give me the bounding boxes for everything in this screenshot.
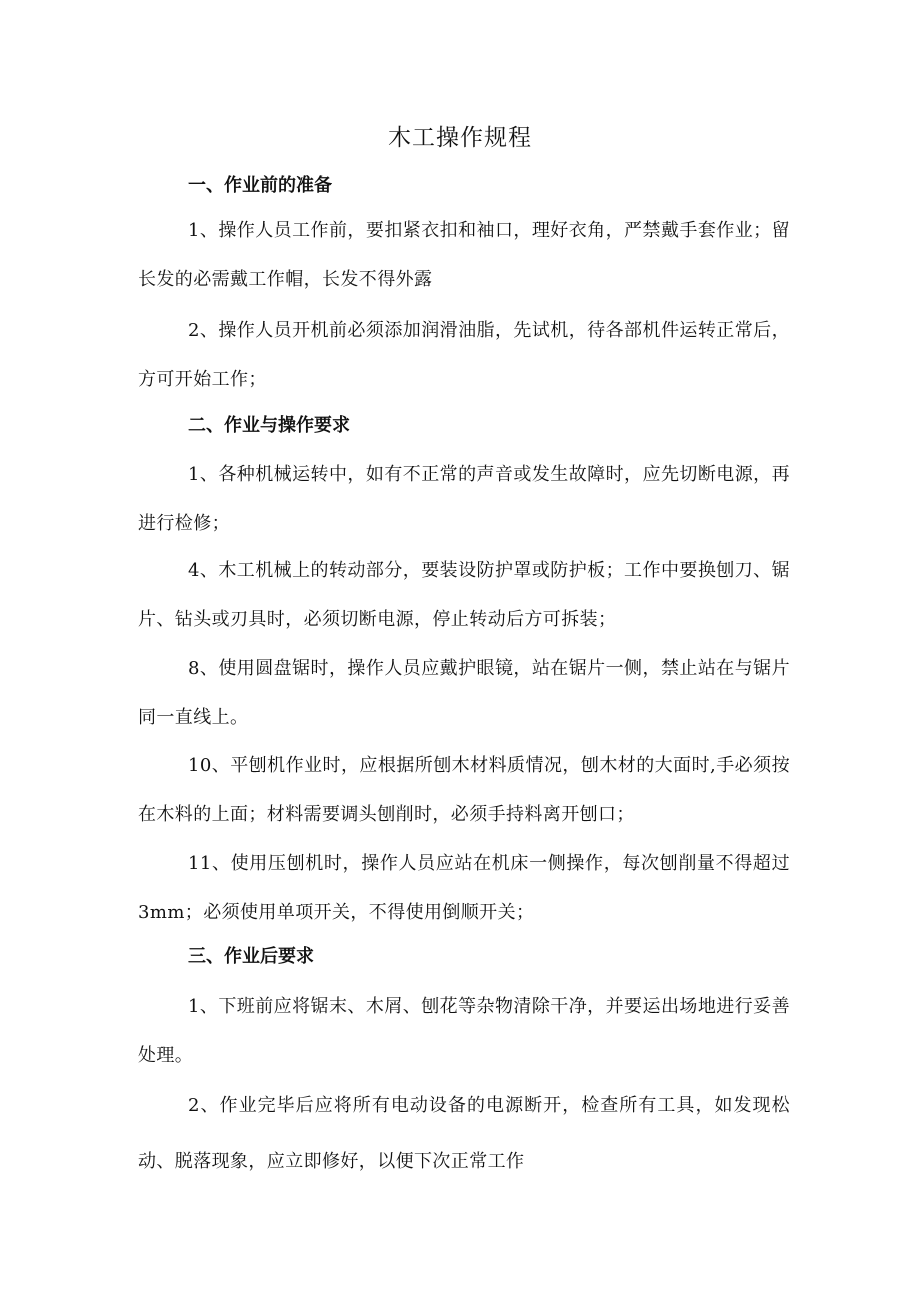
rule-paragraph: 1、下班前应将锯末、木屑、刨花等杂物清除干净，并要运出场地进行妥善处理。 [138, 996, 790, 1066]
rule-paragraph: 10、平刨机作业时，应根据所刨木材料质情况，刨木材的大面时,手必须按在木料的上面；材料需要调头刨削时，必须手持料离开刨口； [138, 755, 790, 825]
rule-paragraph: 8、使用圆盘锯时，操作人员应戴护眼镜，站在锯片一侧，禁止站在与锯片同一直线上。 [138, 658, 790, 728]
document-title: 木工操作规程 [388, 125, 532, 151]
section-heading-after-work: 三、作业后要求 [188, 946, 314, 967]
section-heading-preparation: 一、作业前的准备 [188, 175, 332, 196]
rule-paragraph: 1、各种机械运转中，如有不正常的声音或发生故障时，应先切断电源，再进行检修； [138, 464, 790, 534]
rule-paragraph: 2、操作人员开机前必须添加润滑油脂，先试机，待各部机件运转正常后，方可开始工作； [138, 320, 790, 390]
rule-paragraph: 2、作业完毕后应将所有电动设备的电源断开，检查所有工具，如发现松动、脱落现象，应立即修好，以便下次正常工作 [138, 1095, 790, 1172]
rule-paragraph: 11、使用压刨机时，操作人员应站在机床一侧操作，每次刨削量不得超过3mm；必须使用单项开关，不得使用倒顺开关； [138, 853, 790, 923]
rule-paragraph: 4、木工机械上的转动部分，要装设防护罩或防护板；工作中要换刨刀、锯片、钻头或刃具时，必须切断电源，停止转动后方可拆装； [138, 560, 790, 630]
section-heading-operation: 二、作业与操作要求 [188, 415, 350, 436]
rule-paragraph: 1、操作人员工作前，要扣紧衣扣和袖口，理好衣角，严禁戴手套作业；留长发的必需戴工作帽，长发不得外露 [138, 220, 790, 290]
